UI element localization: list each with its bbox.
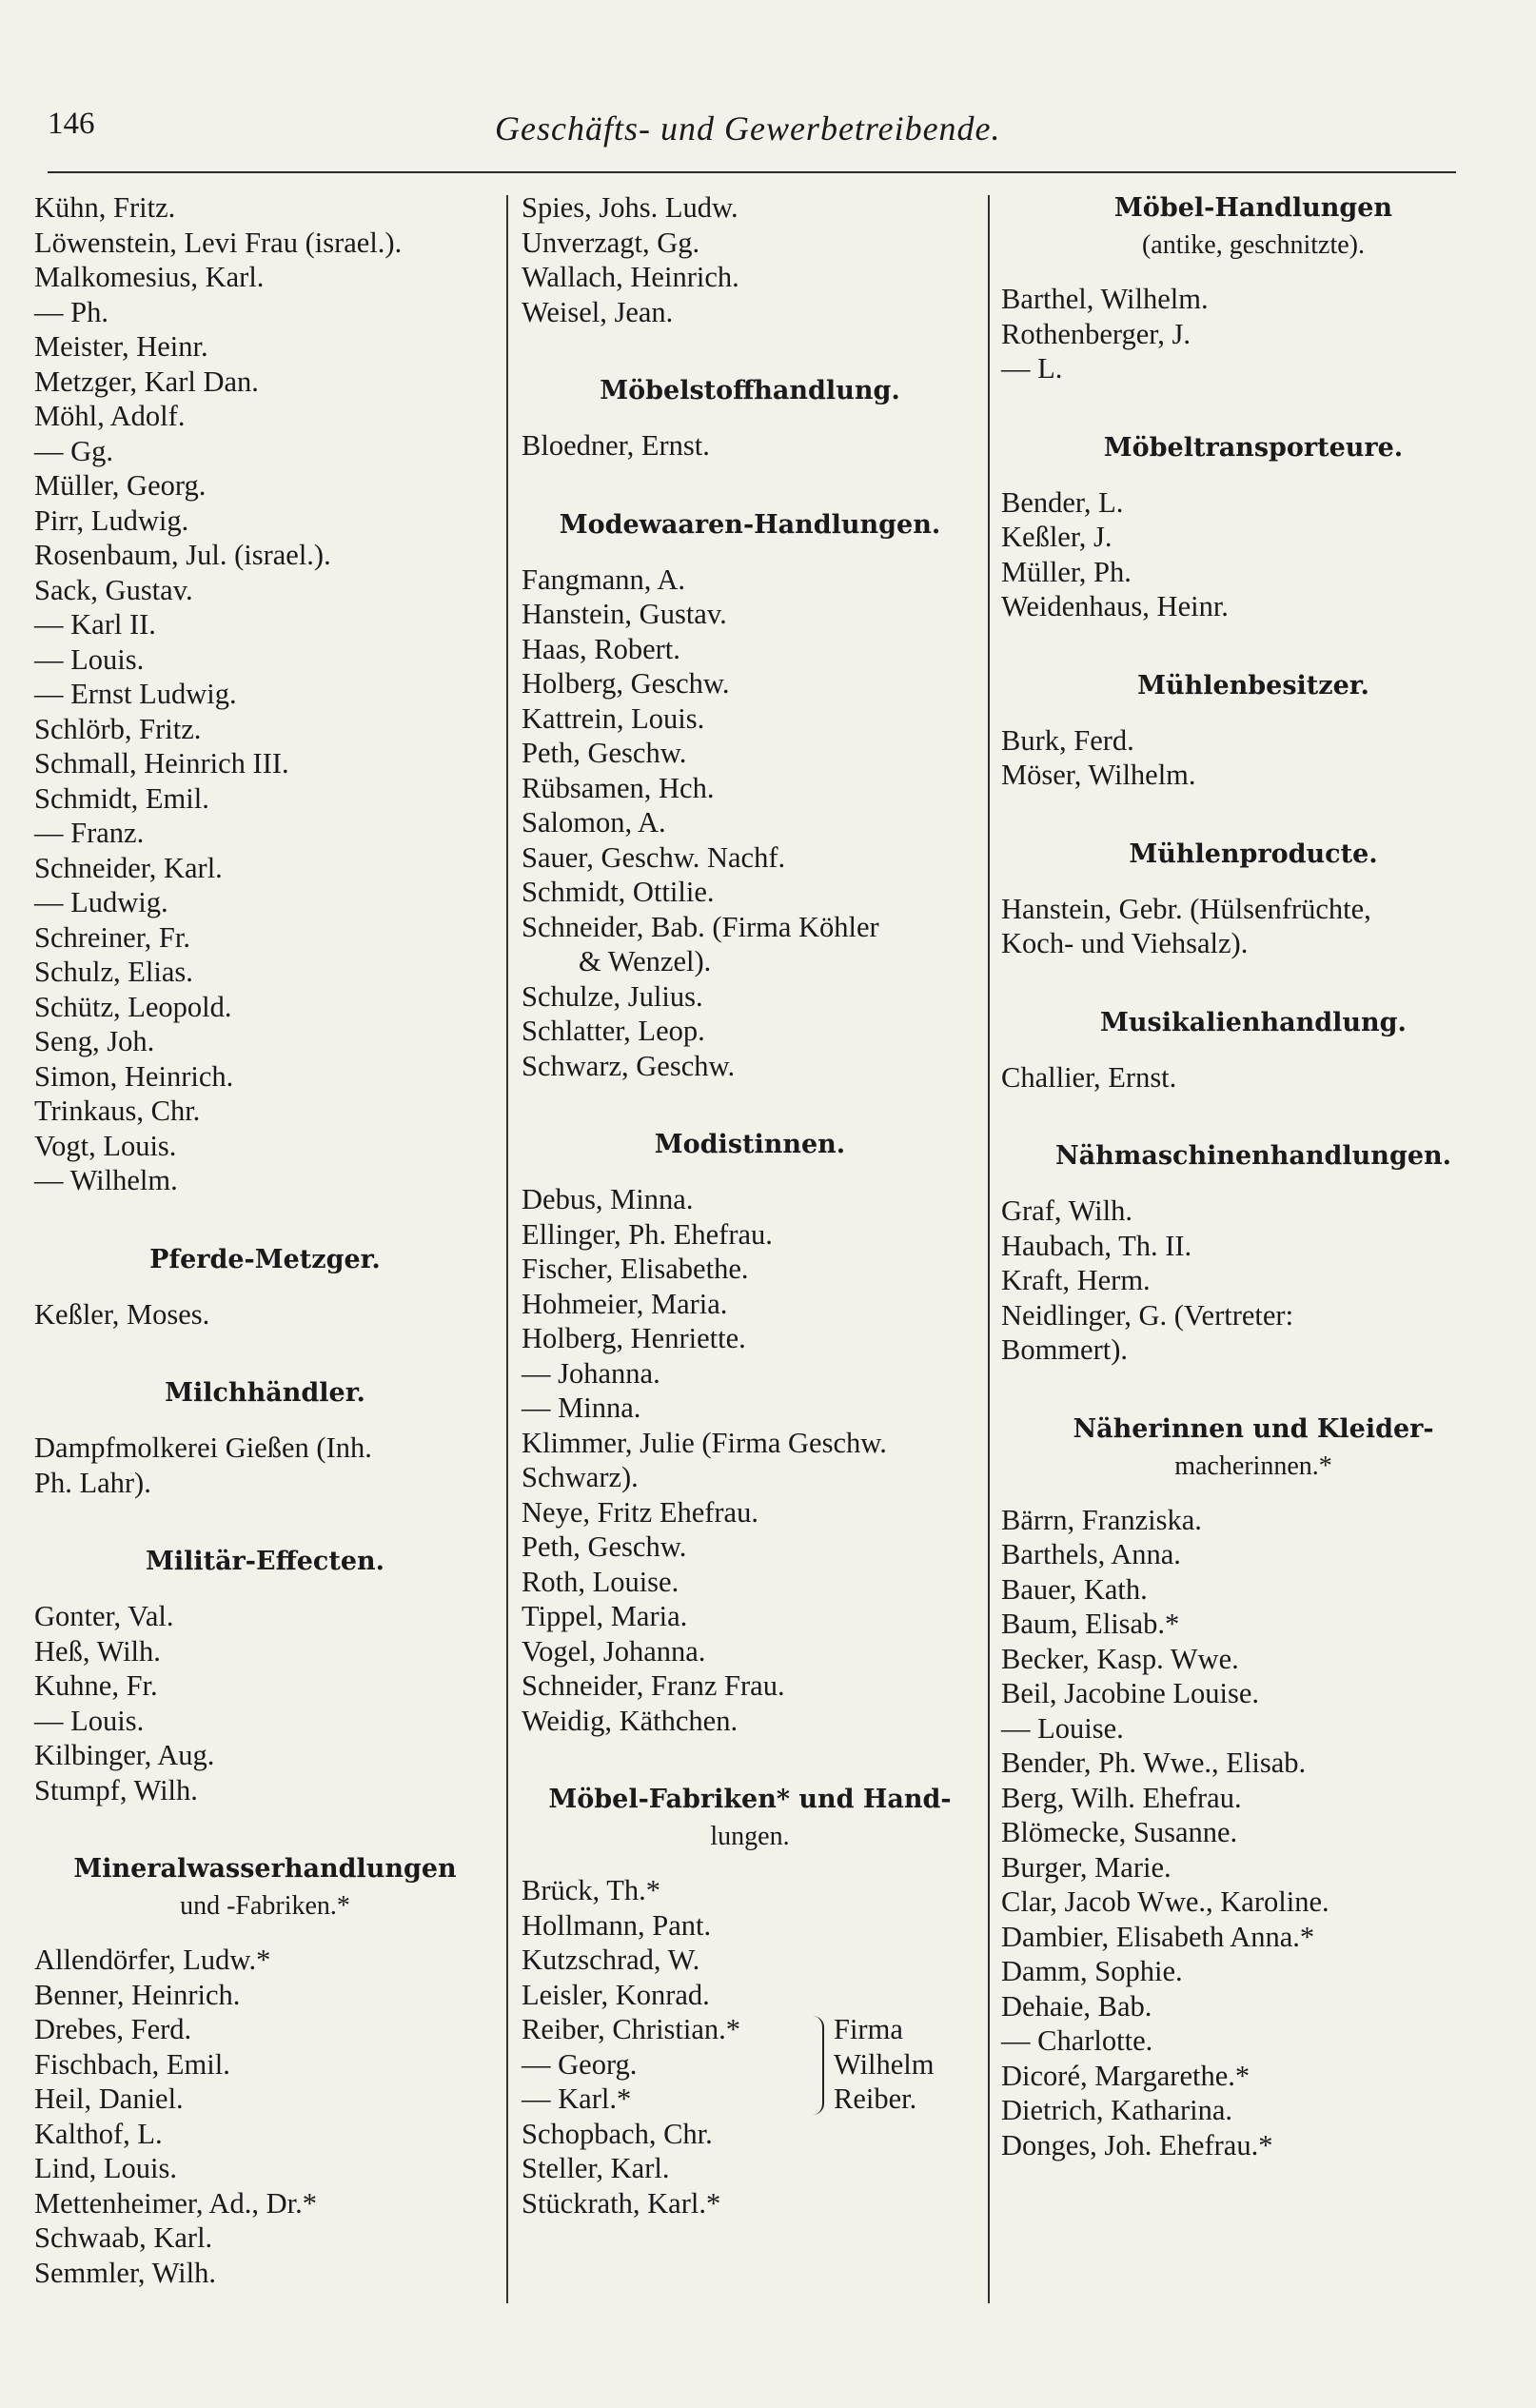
directory-entry: Weisel, Jean. <box>522 295 674 328</box>
directory-entry: — L. <box>1001 352 1063 385</box>
directory-entry: — Gg. <box>34 434 114 467</box>
directory-entry: — Franz. <box>34 817 145 849</box>
firma-note <box>834 2012 935 2117</box>
directory-entry: Kalthof, L. <box>34 2117 163 2150</box>
directory-section <box>34 190 496 1198</box>
directory-entry: — Karl II. <box>34 608 156 641</box>
header-rule <box>48 171 1456 173</box>
directory-entry: Stumpf, Wilh. <box>34 1773 198 1806</box>
directory-entry: Debus, Minna. <box>522 1183 694 1215</box>
directory-entry: Kuhne, Fr. <box>34 1669 158 1702</box>
brace-mark <box>809 2016 824 2115</box>
directory-entry: Becker, Kasp. Wwe. <box>1001 1642 1239 1675</box>
directory-entry: Koch- und Viehsalz). <box>1001 927 1249 959</box>
directory-entry: Hollmann, Pant. <box>522 1908 712 1942</box>
directory-entry: Stückrath, Karl.* <box>522 2186 721 2220</box>
directory-section <box>1001 190 1506 386</box>
directory-entry: Rosenbaum, Jul. (israel.). <box>34 539 331 571</box>
directory-entry: Mettenheimer, Ad., Dr.* <box>34 2186 317 2220</box>
directory-entry: Kraft, Herm. <box>1001 1264 1151 1296</box>
directory-entry: Schlörb, Fritz. <box>34 712 202 745</box>
directory-entry: Kattrein, Louis. <box>522 701 705 735</box>
directory-entry: Keßler, Moses. <box>34 1297 210 1331</box>
directory-entry: Graf, Wilh. <box>1001 1194 1132 1227</box>
column-1 <box>34 190 496 2290</box>
section-heading: Möbel-Fabriken* und Hand- <box>548 1785 952 1814</box>
directory-entry: — Louise. <box>1001 1711 1124 1745</box>
directory-entry: Rübsamen, Hch. <box>522 771 715 804</box>
directory-entry: Fangmann, A. <box>522 563 685 596</box>
directory-entry: Allendörfer, Ludw.* <box>34 1944 271 1976</box>
directory-entry: Kilbinger, Aug. <box>34 1739 215 1771</box>
directory-entry: Gonter, Val. <box>34 1600 174 1632</box>
directory-entry: Bender, Ph. Wwe., Elisab. <box>1001 1747 1307 1779</box>
directory-entry: Barthel, Wilhelm. <box>1001 283 1209 315</box>
directory-entry: Heil, Daniel. <box>34 2082 184 2115</box>
directory-entry: Vogt, Louis. <box>34 1129 177 1162</box>
section-heading: Mineralwasserhandlungen <box>73 1854 457 1884</box>
directory-entry: Keßler, J. <box>1001 521 1113 553</box>
section-heading: Modewaaren-Handlungen. <box>559 509 941 540</box>
directory-entry: Blömecke, Susanne. <box>1001 1816 1238 1848</box>
directory-entry: Donges, Joh. Ehefrau.* <box>1001 2128 1273 2161</box>
directory-entry: Müller, Ph. <box>1001 555 1132 588</box>
directory-entry: Bärrn, Franziska. <box>1001 1503 1202 1536</box>
directory-entry: Schlatter, Leop. <box>522 1015 705 1047</box>
directory-entry: Damm, Sophie. <box>1001 1955 1183 1987</box>
directory-entry: Haas, Robert. <box>522 632 680 665</box>
section-heading: Militär-Effecten. <box>145 1547 385 1576</box>
directory-entry: Baum, Elisab.* <box>1001 1608 1180 1640</box>
directory-entry: Schmidt, Emil. <box>34 781 209 815</box>
directory-entry: Neidlinger, G. (Vertreter: <box>1001 1298 1294 1332</box>
section-heading: Nähmaschinenhandlungen. <box>1054 1141 1452 1171</box>
directory-entry: Roth, Louise. <box>522 1565 679 1598</box>
directory-entry: — Johanna. <box>522 1356 660 1390</box>
directory-entry: Malkomesius, Karl. <box>34 261 265 293</box>
directory-entry: Clar, Jacob Wwe., Karoline. <box>1001 1885 1329 1918</box>
directory-entry: Bloedner, Ernst. <box>522 429 710 462</box>
directory-entry: Hohmeier, Maria. <box>522 1287 728 1320</box>
directory-entry: — Charlotte. <box>1001 2024 1153 2057</box>
directory-entry: — Ph. <box>34 295 108 328</box>
directory-entry: — Ludwig. <box>34 886 168 918</box>
directory-entry: Schreiner, Fr. <box>34 920 190 954</box>
directory-entry: Weidenhaus, Heinr. <box>1001 590 1229 622</box>
directory-entry: Schneider, Franz Frau. <box>522 1669 785 1702</box>
firma-note-line: Firma <box>834 2013 903 2045</box>
column-2 <box>522 190 978 2220</box>
directory-entry: Benner, Heinrich. <box>34 1978 241 2011</box>
directory-entry: Möser, Wilhelm. <box>1001 759 1196 791</box>
section-heading: Musikalienhandlung. <box>1100 1007 1407 1037</box>
section-heading: Möbel-Handlungen <box>1113 193 1393 223</box>
directory-entry: Peth, Geschw. <box>522 1530 687 1563</box>
directory-entry: Ellinger, Ph. Ehefrau. <box>522 1217 773 1251</box>
firma-group <box>522 2012 978 2117</box>
directory-entry: Weidig, Käthchen. <box>522 1704 738 1737</box>
directory-entry: Schneider, Bab. (Firma Köhler <box>522 910 879 943</box>
directory-entry: Peth, Geschw. <box>522 737 687 769</box>
directory-section <box>522 1127 978 1738</box>
directory-entry: Berg, Wilh. Ehefrau. <box>1001 1781 1242 1814</box>
directory-section <box>1001 1411 1506 2163</box>
directory-entry: Schneider, Karl. <box>34 851 223 884</box>
directory-entry: Neye, Fritz Ehefrau. <box>522 1495 758 1529</box>
directory-entry: Möhl, Adolf. <box>34 400 186 432</box>
directory-entry: Schütz, Leopold. <box>34 990 232 1023</box>
directory-entry: Pirr, Ludwig. <box>34 503 189 537</box>
directory-entry: Holberg, Geschw. <box>522 667 730 700</box>
directory-entry: — Georg. <box>522 2047 638 2081</box>
directory-entry: Bender, L. <box>1001 485 1124 519</box>
directory-section <box>34 1851 496 2290</box>
directory-entry: Simon, Heinrich. <box>34 1059 234 1093</box>
firma-note-line: Wilhelm <box>834 2047 935 2081</box>
directory-entry: Rothenberger, J. <box>1001 317 1191 350</box>
section-heading: Möbeltransporteure. <box>1103 432 1404 463</box>
directory-section <box>34 1242 496 1332</box>
directory-entry: Schopbach, Chr. <box>522 2117 713 2150</box>
column-divider-1 <box>506 195 508 2303</box>
directory-entry: Sack, Gustav. <box>34 573 193 606</box>
directory-entry: Seng, Joh. <box>34 1025 155 1057</box>
directory-entry: Bommert). <box>1001 1333 1128 1366</box>
directory-section <box>1001 1138 1506 1368</box>
directory-entry: Metzger, Karl Dan. <box>34 365 259 398</box>
directory-entry: Lind, Louis. <box>34 2152 177 2184</box>
directory-entry: Klimmer, Julie (Firma Geschw. <box>522 1426 887 1459</box>
directory-section <box>1001 1005 1506 1095</box>
directory-entry: Schulze, Julius. <box>522 979 703 1013</box>
directory-entry: Ph. Lahr). <box>34 1466 151 1499</box>
directory-entry: Kühn, Fritz. <box>34 191 176 224</box>
directory-entry: Schwarz, Geschw. <box>522 1049 736 1082</box>
directory-entry: Haubach, Th. II. <box>1001 1229 1192 1262</box>
directory-entry: Steller, Karl. <box>522 2152 670 2184</box>
column-divider-2 <box>988 195 990 2303</box>
section-subheading: lungen. <box>710 1822 790 1851</box>
running-head: Geschäfts- und Gewerbetreibende. <box>495 109 1001 148</box>
directory-entry: Beil, Jacobine Louise. <box>1001 1677 1260 1709</box>
directory-entry: Sauer, Geschw. Nachf. <box>522 840 786 874</box>
directory-entry: Schmall, Heinrich III. <box>34 747 289 780</box>
directory-entry: Heß, Wilh. <box>34 1634 161 1668</box>
directory-entry: Bauer, Kath. <box>1001 1572 1148 1606</box>
directory-entry: Schwaab, Karl. <box>34 2221 213 2254</box>
directory-entry: Salomon, A. <box>522 806 666 839</box>
directory-entry: Fischer, Elisabethe. <box>522 1253 749 1285</box>
directory-entry: Drebes, Ferd. <box>34 2013 192 2045</box>
section-heading: Mühlenproducte. <box>1129 839 1378 869</box>
directory-entry: Schwarz). <box>522 1461 639 1493</box>
directory-entry: Dietrich, Katharina. <box>1001 2094 1233 2126</box>
directory-section <box>1001 837 1506 961</box>
column-3 <box>1001 190 1506 2162</box>
directory-entry: — Minna. <box>522 1392 641 1424</box>
directory-section <box>34 1375 496 1500</box>
directory-entry: Fischbach, Emil. <box>34 2047 230 2081</box>
directory-entry: — Louis. <box>34 642 145 676</box>
directory-entry: Müller, Georg. <box>34 469 207 502</box>
section-heading: Mühlenbesitzer. <box>1137 670 1369 701</box>
directory-entry: — Ernst Ludwig. <box>34 678 237 710</box>
directory-section <box>34 1544 496 1807</box>
directory-entry: Schmidt, Ottilie. <box>522 876 715 908</box>
directory-entry: — Karl.* <box>522 2082 632 2115</box>
directory-entry: Hanstein, Gebr. (Hülsenfrüchte, <box>1001 892 1371 925</box>
directory-entry: Leisler, Konrad. <box>522 1978 710 2011</box>
directory-entry: Challier, Ernst. <box>1001 1060 1177 1094</box>
directory-entry: Meister, Heinr. <box>34 330 208 363</box>
directory-section <box>1001 668 1506 793</box>
directory-entry: Holberg, Henriette. <box>522 1322 746 1354</box>
section-subheading: macherinnen.* <box>1174 1451 1332 1481</box>
directory-entry: Semmler, Wilh. <box>34 2256 216 2289</box>
directory-entry: Dambier, Elisabeth Anna.* <box>1001 1920 1315 1953</box>
section-heading: Möbelstoffhandlung. <box>600 376 900 405</box>
section-subheading: und -Fabriken.* <box>180 1891 350 1921</box>
section-heading: Milchhändler. <box>165 1378 365 1408</box>
section-heading: Modistinnen. <box>654 1130 846 1159</box>
section-subheading: (antike, geschnitzte). <box>1141 230 1365 260</box>
directory-section <box>522 1782 978 1978</box>
directory-entry: Trinkaus, Chr. <box>34 1095 201 1127</box>
directory-section <box>522 373 978 464</box>
directory-entry: Barthels, Anna. <box>1001 1538 1181 1570</box>
directory-section <box>522 190 978 329</box>
directory-entry: — Louis. <box>34 1704 145 1737</box>
page-header <box>48 107 1456 164</box>
directory-entry: Tippel, Maria. <box>522 1600 688 1632</box>
directory-entry: Dehaie, Bab. <box>1001 1989 1152 2023</box>
directory-entry: Unverzagt, Gg. <box>522 226 700 259</box>
directory-entry: & Wenzel). <box>579 945 712 977</box>
section-heading: Pferde-Metzger. <box>149 1244 381 1274</box>
directory-section <box>522 507 978 1084</box>
directory-entry: Brück, Th.* <box>522 1874 660 1906</box>
directory-entry: Vogel, Johanna. <box>522 1634 706 1668</box>
directory-entry: Reiber, Christian.* <box>522 2013 741 2045</box>
page-number: 146 <box>48 107 95 141</box>
firma-note-line: Reiber. <box>834 2082 917 2115</box>
directory-entry: Kutzschrad, W. <box>522 1944 700 1976</box>
directory-entry: Spies, Johs. Ludw. <box>522 191 738 224</box>
directory-entry: Hanstein, Gustav. <box>522 598 727 630</box>
directory-section <box>1001 430 1506 624</box>
directory-entry: Wallach, Heinrich. <box>522 261 739 293</box>
section-heading: Näherinnen und Kleider- <box>1073 1413 1434 1444</box>
directory-entry: — Wilhelm. <box>34 1164 178 1196</box>
directory-entry: Burk, Ferd. <box>1001 723 1134 757</box>
directory-entry: Schulz, Elias. <box>34 956 193 988</box>
directory-entry: Burger, Marie. <box>1001 1850 1172 1884</box>
directory-entry: Dicoré, Margarethe.* <box>1001 2059 1250 2092</box>
directory-entry: Löwenstein, Levi Frau (israel.). <box>34 226 403 259</box>
directory-entry: Dampfmolkerei Gießen (Inh. <box>34 1431 372 1464</box>
